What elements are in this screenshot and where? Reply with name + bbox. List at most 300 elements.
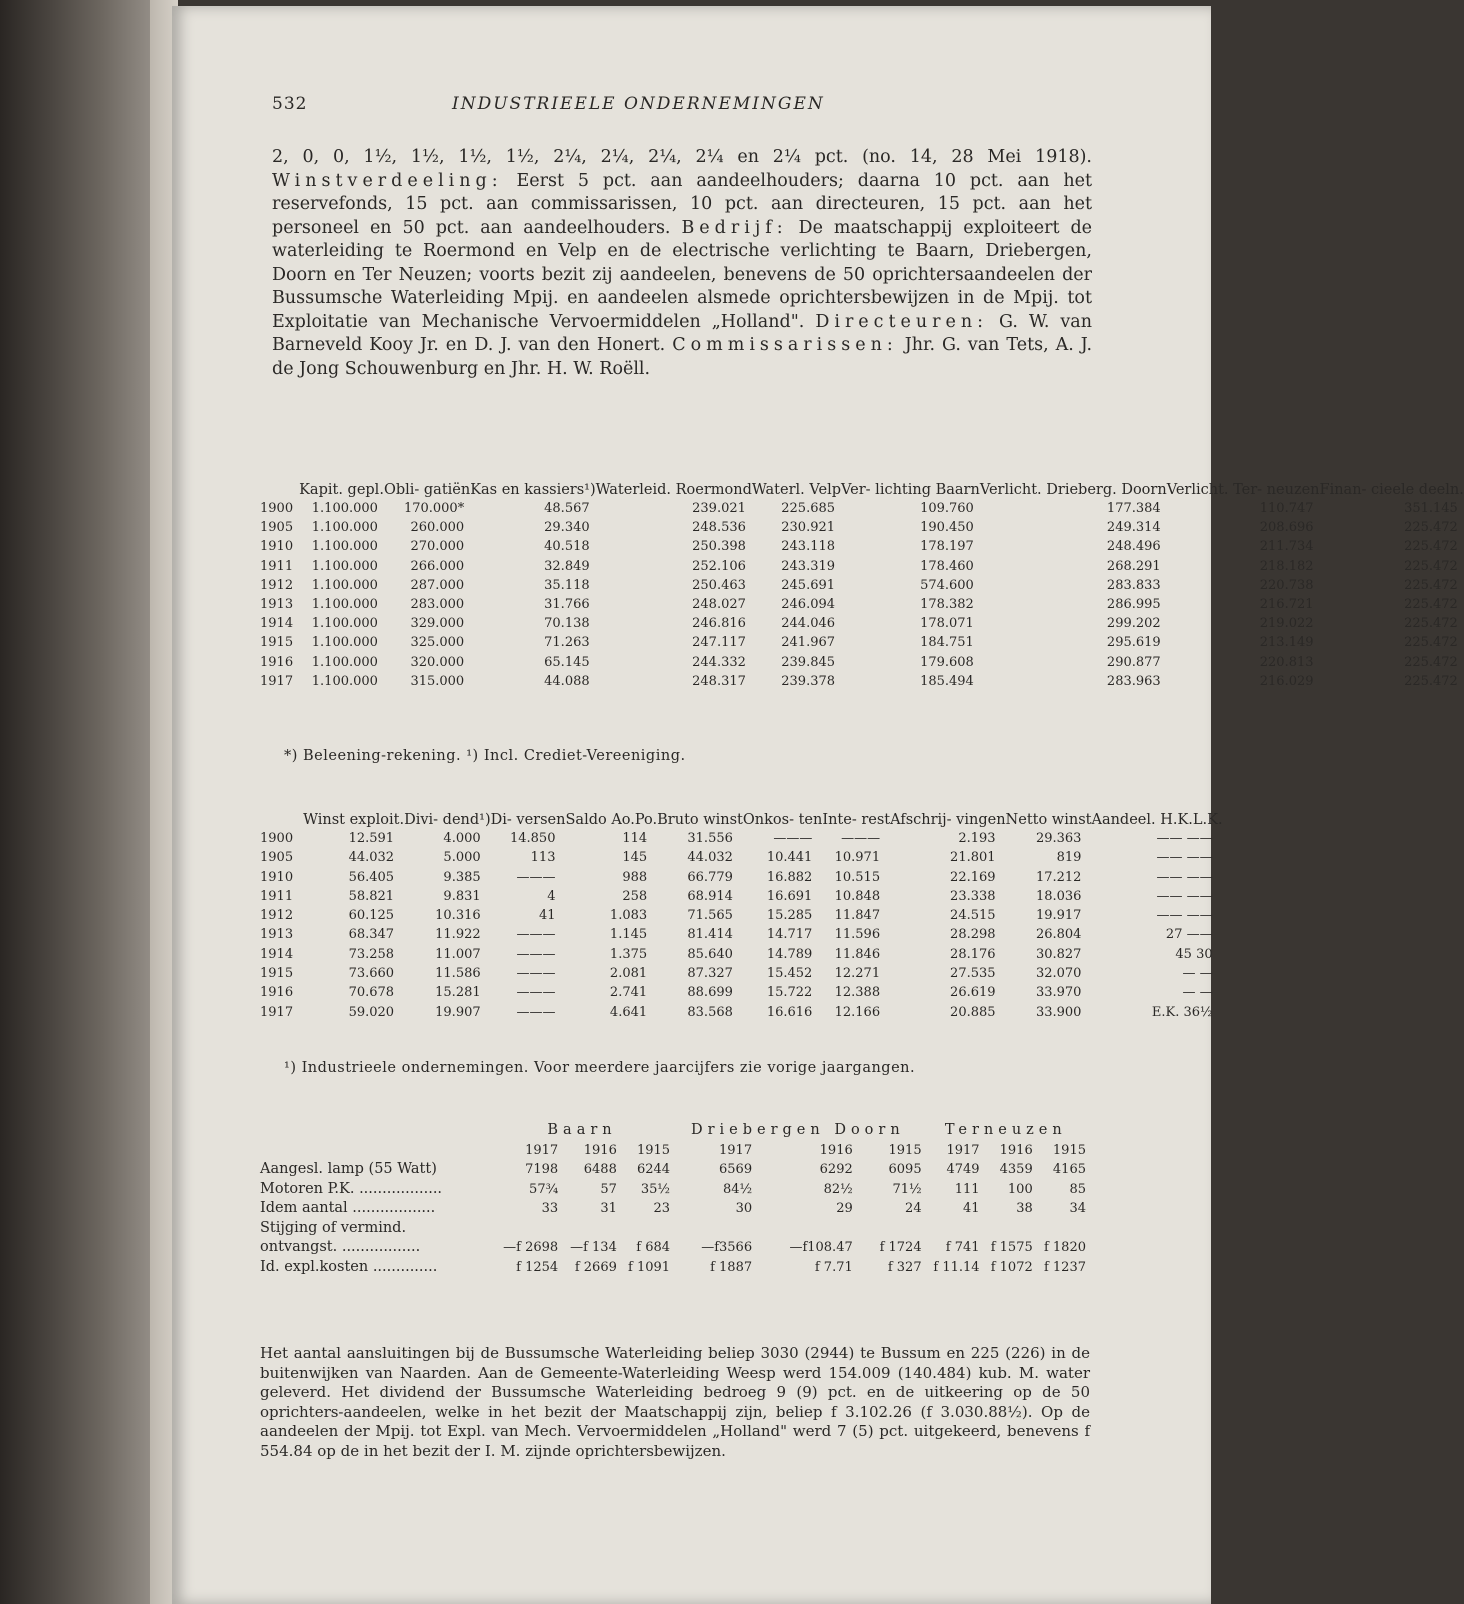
table-cell: f 1072 [990, 1259, 1033, 1275]
column-header: Divi- dend¹) [404, 812, 491, 828]
year-cell: 1911 [260, 888, 294, 904]
table-cell: —— —— [1156, 850, 1213, 866]
table-cell: —f 134 [570, 1240, 617, 1255]
table-cell: 30 [735, 1201, 753, 1216]
table-cell: 243.118 [781, 539, 836, 555]
table-cell: 18.036 [1035, 888, 1082, 904]
table-cell: 85 [1069, 1181, 1086, 1197]
table-cell: 239.021 [692, 501, 746, 516]
column-header: Kapit. gepl. [299, 482, 384, 498]
table-cell: f 1575 [990, 1240, 1033, 1255]
table-cell: 14.850 [509, 831, 556, 846]
table-cell: 12.271 [834, 966, 881, 982]
table-cell: —f 2698 [503, 1240, 559, 1255]
table-cell [857, 1219, 926, 1239]
table-cell: 9.385 [443, 869, 481, 885]
table-cell: 299.202 [1106, 616, 1161, 632]
table-cell: 1.100.000 [311, 597, 378, 613]
year-header: 1917 [946, 1142, 980, 1158]
table-cell: 250.398 [692, 539, 746, 555]
table-cell: —— —— [1156, 831, 1213, 846]
table-row [260, 983, 1223, 1002]
table-cell: 70.678 [348, 985, 395, 1001]
group-terneuzen: Terneuzen [944, 1122, 1067, 1138]
table-cell: 1.100.000 [311, 539, 378, 555]
table-cell: 84½ [722, 1181, 753, 1197]
text-segment: 2, 0, 0, 1½, 1½, 1½, 1½, 2¼, 2¼, 2¼, 2¼ en 2¼ pct. (no. 14, 28 Mei 1918). [272, 147, 1092, 167]
table-header-row [260, 811, 1223, 829]
table-cell: 246.816 [692, 616, 746, 632]
table-cell: 4.641 [609, 1004, 648, 1020]
table-cell: 218.182 [1259, 558, 1314, 574]
year-header-row [260, 1141, 1090, 1161]
table-cell: 1.100.000 [311, 616, 378, 632]
table-cell: 10.441 [766, 850, 813, 866]
table-row [260, 653, 1464, 672]
table-row [260, 537, 1464, 556]
table-cell: —— —— [1156, 908, 1213, 924]
column-header: Aandeel. H.K.L.K. [1091, 812, 1223, 828]
text-segment: G. W. van Barneveld Kooy Jr. en D. J. van den Honert. [272, 311, 1092, 355]
table-cell: 10.848 [834, 888, 881, 904]
table-cell: 225.472 [1404, 635, 1458, 651]
table-cell: 266.000 [410, 558, 465, 574]
table-cell: 988 [622, 869, 648, 885]
table-cell: 11.007 [435, 946, 481, 962]
year-cell: 1917 [260, 1004, 294, 1020]
table-row [260, 1003, 1223, 1022]
closing-paragraph [260, 1344, 1090, 1461]
table-cell: 35½ [640, 1181, 671, 1197]
year-cell: 1900 [260, 831, 294, 846]
year-header: 1917 [525, 1142, 559, 1158]
table-cell [621, 1219, 674, 1239]
table-cell: 33.970 [1035, 985, 1082, 1001]
table-cell: 574.600 [920, 577, 974, 593]
table-cell: 1.100.000 [311, 654, 378, 670]
table-cell: 26.804 [1035, 927, 1082, 943]
year-header: 1915 [1052, 1142, 1086, 1158]
table-cell: ——— [516, 966, 556, 982]
table-cell: 208.696 [1259, 520, 1314, 536]
table-cell: 6569 [719, 1162, 753, 1177]
table-cell: 249.314 [1106, 520, 1161, 536]
table-cell: 295.619 [1106, 635, 1161, 651]
group-header-row [260, 1121, 1090, 1141]
profit-table-footnote: ¹) Industrieele ondernemingen. Voor meerdere jaarcijfers zie vorige jaargangen. [284, 1060, 916, 1076]
column-header [260, 811, 303, 829]
book-spine [0, 0, 170, 1604]
table-cell: 6292 [819, 1162, 853, 1177]
table-cell: 57¾ [529, 1181, 559, 1197]
table-cell: f 1091 [628, 1259, 671, 1275]
table-cell: 31 [600, 1201, 617, 1216]
table-cell: 12.388 [834, 985, 881, 1001]
table-row [260, 614, 1464, 633]
column-header: Bruto winst [657, 812, 743, 828]
table-cell: 65.145 [544, 654, 590, 670]
table-cell: 220.813 [1259, 654, 1314, 670]
table-cell: 114 [622, 831, 648, 846]
row-label: Stijging of vermind. [260, 1219, 407, 1236]
section-heading-directeuren: Directeuren: [815, 311, 989, 332]
table-cell: 320.000 [410, 654, 465, 670]
table-cell: 10.515 [834, 869, 881, 885]
table-cell: ——— [516, 1004, 556, 1020]
table-cell: 16.691 [766, 888, 813, 904]
column-header: Afschrij- vingen [890, 812, 1006, 828]
year-cell: 1914 [260, 946, 294, 962]
year-cell: 1910 [260, 539, 294, 555]
table-cell: 44.032 [348, 850, 395, 866]
table-cell: —— —— [1156, 888, 1213, 904]
table-row [260, 964, 1223, 983]
table-cell: 225.472 [1404, 539, 1458, 555]
table-cell: 1.100.000 [311, 577, 378, 593]
table-cell: 45 30 [1175, 946, 1213, 962]
table-cell: 68.914 [687, 888, 733, 904]
year-header: 1916 [819, 1142, 853, 1158]
table-cell: 29.363 [1035, 831, 1082, 846]
table-cell: 2.193 [958, 831, 996, 846]
table-cell: 177.384 [1106, 501, 1161, 516]
table-cell: 246.094 [781, 597, 836, 613]
table-cell: 48.567 [544, 501, 590, 516]
table-cell: 27.535 [950, 966, 996, 982]
table-cell: 248.317 [692, 673, 746, 689]
table-cell: 225.472 [1404, 654, 1458, 670]
text-segment: Jhr. G. van Tets, A. J. de Jong Schouwenburg en Jhr. H. W. Roëll. [272, 335, 1093, 379]
table-cell: 14.789 [766, 946, 813, 962]
table-cell: 1.145 [609, 927, 648, 943]
table-row [260, 576, 1464, 595]
table-cell: 44.088 [544, 673, 590, 689]
table-cell: f 1237 [1043, 1259, 1086, 1275]
table-cell: 73.660 [348, 966, 395, 982]
table-cell: 19.907 [435, 1004, 481, 1020]
table-cell: 71.565 [687, 908, 733, 924]
table-cell: 12.591 [348, 831, 395, 846]
table-cell: 28.176 [950, 946, 996, 962]
row-label: ontvangst. ................. [260, 1239, 421, 1255]
table-row [260, 557, 1464, 576]
table-cell: f 684 [636, 1240, 671, 1255]
year-header: 1917 [719, 1142, 753, 1158]
table-cell: 170.000* [403, 501, 465, 516]
table-cell: 178.071 [920, 616, 974, 632]
table-cell: 56.405 [348, 869, 395, 885]
column-header: Netto winst [1005, 812, 1092, 828]
year-header: 1915 [636, 1142, 671, 1158]
text-segment: Eerst 5 pct. aan aandeelhouders; daarna 10 pct. aan het reservefonds, 15 pct. aan commissarissen, 10 pct. aan directeuren, 15 pct. aan het personeel en 50 pct. aan aandeelhouders. [272, 170, 1092, 238]
balance-table-footnote: *) Beleening-rekening. ¹) Incl. Crediet-Vereeniging. [284, 748, 686, 764]
table-cell: ——— [773, 831, 813, 846]
table-cell: 6488 [583, 1162, 617, 1177]
table-cell: 71½ [892, 1181, 922, 1197]
table-cell: 33 [541, 1201, 559, 1216]
table-cell: f 2669 [574, 1259, 617, 1275]
table-cell: 24.515 [950, 908, 996, 924]
table-cell: 87.327 [687, 966, 733, 982]
year-cell: 1912 [260, 577, 294, 593]
table-cell: f 1820 [1043, 1240, 1086, 1255]
table-cell: 22.169 [950, 869, 996, 885]
table-cell: 213.149 [1259, 635, 1314, 651]
year-header: 1916 [999, 1142, 1033, 1158]
table-cell: 6095 [888, 1162, 922, 1177]
table-cell: 111 [954, 1181, 980, 1197]
profit-table [260, 811, 1223, 1022]
table-cell: 70.138 [544, 616, 590, 632]
table-cell: 225.472 [1404, 577, 1458, 593]
table-cell: 19.917 [1035, 908, 1082, 924]
table-cell: 248.496 [1106, 539, 1161, 555]
year-header: 1916 [583, 1142, 617, 1158]
section-heading-commissarissen: Commissarissen: [672, 335, 898, 355]
column-header: Verlicht. Ter- neuzen [1166, 482, 1320, 498]
table-cell: 329.000 [410, 616, 465, 632]
table-cell: 216.029 [1259, 673, 1314, 689]
table-cell: 57 [600, 1181, 617, 1197]
table-cell: —f3566 [701, 1240, 753, 1255]
table-cell: 88.699 [687, 985, 733, 1001]
table-cell: 179.608 [920, 654, 974, 670]
table-cell: 1.100.000 [311, 520, 378, 536]
table-cell: 29 [836, 1201, 853, 1216]
column-header: Winst exploit. [303, 812, 405, 828]
table-cell: 351.145 [1404, 501, 1458, 516]
table-cell: 16.882 [766, 869, 813, 885]
column-header: Saldo Ao.Po. [565, 812, 658, 828]
table-cell [756, 1219, 857, 1239]
table-cell: 10.971 [834, 850, 881, 866]
column-header: Waterl. Velp [751, 482, 842, 498]
table-cell: 244.046 [781, 616, 836, 632]
table-cell: 1.083 [609, 908, 648, 924]
table-cell: 185.494 [920, 673, 974, 689]
table-cell: 2.741 [609, 985, 648, 1001]
table-cell [494, 1219, 562, 1239]
year-cell: 1910 [260, 869, 294, 885]
table-cell: 21.801 [950, 850, 996, 866]
table-cell [562, 1219, 621, 1239]
table-cell: 225.685 [781, 501, 836, 516]
table-cell: 1.100.000 [311, 635, 378, 651]
table-cell: 252.106 [692, 558, 746, 574]
table-cell: 4359 [999, 1162, 1033, 1177]
table-header-row [260, 481, 1464, 499]
table-row [260, 829, 1223, 848]
year-cell: 1916 [260, 985, 294, 1001]
table-cell: 283.963 [1106, 673, 1161, 689]
table-cell: 33.900 [1035, 1004, 1082, 1020]
table-cell: 23.338 [950, 888, 996, 904]
table-cell: 31.556 [687, 831, 733, 846]
year-cell: 1917 [260, 673, 294, 689]
table-cell [984, 1219, 1037, 1239]
table-cell: 15.285 [766, 908, 813, 924]
table-row [260, 1238, 1090, 1258]
table-cell: 109.760 [920, 501, 974, 516]
year-cell: 1905 [260, 520, 294, 536]
table-cell: 32.849 [544, 558, 590, 574]
table-row [260, 633, 1464, 652]
row-label: Aangesl. lamp (55 Watt) [260, 1161, 437, 1177]
table-cell: 16.616 [766, 1004, 813, 1020]
table-cell: 26.619 [950, 985, 996, 1001]
year-cell: 1914 [260, 616, 294, 632]
table-row [260, 925, 1223, 944]
table-cell: 30.827 [1035, 946, 1082, 962]
table-cell: 1.100.000 [311, 501, 378, 516]
column-header: Di- versen [490, 812, 566, 828]
year-cell: 1915 [260, 635, 294, 651]
table-cell: f 1887 [710, 1259, 753, 1275]
table-cell: f 1724 [879, 1240, 922, 1255]
column-header: Obli- gatiën [383, 482, 471, 498]
table-cell: 66.779 [687, 869, 733, 885]
table-cell: 110.747 [1259, 501, 1314, 516]
table-row [260, 868, 1223, 887]
table-cell: 244.332 [692, 654, 746, 670]
text-segment: De maatschappij exploiteert de waterleiding te Roermond en Velp en de electrische verlichting te Baarn, Driebergen, Doorn en Ter Neuzen; voorts bezit zij aandeelen, benevens de 50 oprichtersaandeelen der Bussumsche Waterleiding Mpij. en aandeelen alsmede oprichtersbewijzen in de Mpij. tot Exploitatie van Mechanische Vervoermiddelen „Holland". [272, 217, 1092, 332]
table-cell: 225.472 [1404, 616, 1458, 632]
section-heading-bedrijf: Bedrijf: [681, 217, 788, 238]
table-cell: 315.000 [410, 673, 465, 689]
table-cell: 113 [530, 850, 556, 866]
table-cell: 1.100.000 [311, 558, 378, 574]
table-cell: 41 [963, 1201, 980, 1216]
table-cell: 11.586 [435, 966, 481, 982]
table-cell: 6244 [636, 1162, 671, 1177]
table-cell: 230.921 [781, 520, 836, 536]
year-cell: 1916 [260, 654, 294, 670]
table-cell: 250.463 [692, 577, 746, 593]
column-header: Inte- rest [822, 812, 891, 828]
table-cell: 225.472 [1404, 558, 1458, 574]
table-cell: 32.070 [1035, 966, 1082, 982]
table-cell: f 11.14 [933, 1259, 980, 1275]
table-cell: 34 [1069, 1201, 1086, 1216]
column-header: Onkos- ten [742, 812, 823, 828]
table-cell: 1.100.000 [311, 673, 378, 689]
year-cell: 1900 [260, 501, 294, 516]
table-row [260, 518, 1464, 537]
table-cell: 29.340 [544, 520, 590, 536]
table-cell: 241.967 [781, 635, 836, 651]
table-cell: 17.212 [1035, 869, 1082, 885]
row-label: Idem aantal .................. [260, 1200, 436, 1216]
table-cell: 40.518 [544, 539, 590, 555]
table-cell: 9.831 [443, 888, 481, 904]
table-cell: 239.845 [781, 654, 836, 670]
table-row [260, 945, 1223, 964]
table-cell: 58.821 [348, 888, 395, 904]
table-cell: f 7.71 [814, 1259, 853, 1275]
table-cell: ——— [516, 927, 556, 943]
table-row [260, 848, 1223, 867]
table-cell: ——— [516, 946, 556, 962]
table-cell: 11.596 [834, 927, 881, 943]
table-cell [1037, 1219, 1090, 1239]
table-cell: 81.414 [687, 927, 733, 943]
table-cell: 24 [905, 1201, 922, 1216]
group-baarn: Baarn [547, 1122, 617, 1138]
table-cell: 82½ [823, 1181, 853, 1197]
table-cell: 73.258 [348, 946, 395, 962]
table-cell: 28.298 [950, 927, 996, 943]
table-cell: 268.291 [1106, 558, 1161, 574]
table-cell: 59.020 [348, 1004, 395, 1020]
table-cell: —— —— [1156, 869, 1213, 885]
company-description [272, 146, 1092, 381]
table-cell: 178.197 [920, 539, 974, 555]
table-row [260, 1258, 1090, 1278]
year-header: 1915 [888, 1142, 922, 1158]
table-cell: 11.922 [435, 927, 481, 943]
table-cell: 325.000 [410, 635, 465, 651]
table-cell: 85.640 [687, 946, 733, 962]
book-page [172, 6, 1464, 1604]
table-cell: 248.027 [692, 597, 746, 613]
table-cell: 4165 [1052, 1162, 1086, 1177]
table-cell: 145 [622, 850, 648, 866]
table-cell: 38 [1016, 1201, 1033, 1216]
table-row [260, 887, 1223, 906]
table-cell: 239.378 [781, 673, 836, 689]
table-cell: 219.022 [1259, 616, 1314, 632]
table-cell: 286.995 [1106, 597, 1161, 613]
table-cell: 4.000 [443, 831, 481, 846]
table-cell: 184.751 [920, 635, 974, 651]
table-cell: 11.847 [834, 908, 881, 924]
table-cell: —f108.47 [789, 1240, 853, 1255]
table-cell: 15.452 [766, 966, 813, 982]
table-row [260, 672, 1464, 691]
electricity-table [260, 1121, 1090, 1277]
table-cell: 258 [622, 888, 648, 904]
table-cell: ——— [841, 831, 881, 846]
table-cell: ——— [516, 869, 556, 885]
table-cell: f 327 [887, 1259, 922, 1275]
column-header: Waterleid. Roermond [595, 482, 752, 498]
year-cell: 1915 [260, 966, 294, 982]
table-row [260, 1180, 1090, 1200]
row-label: Motoren P.K. .................. [260, 1180, 443, 1197]
table-cell: 35.118 [544, 577, 590, 593]
year-cell: 1905 [260, 850, 294, 866]
table-cell: 20.885 [950, 1004, 996, 1020]
table-cell: 2.081 [609, 966, 648, 982]
table-cell: 225.472 [1404, 597, 1458, 613]
table-row [260, 906, 1223, 925]
table-row [260, 1219, 1090, 1239]
table-cell: E.K. 36½ [1151, 1004, 1213, 1020]
table-cell: — — [1182, 966, 1213, 982]
table-cell: 7198 [525, 1162, 559, 1177]
table-cell: 4 [547, 888, 556, 904]
table-cell: 41 [538, 908, 556, 924]
table-cell [674, 1219, 756, 1239]
table-row [260, 1199, 1090, 1219]
group-driebergen-doorn: Driebergen Doorn [690, 1122, 905, 1138]
year-cell: 1912 [260, 908, 294, 924]
column-header: Ver- lichting Baarn [841, 482, 980, 498]
table-cell: 225.472 [1404, 673, 1458, 689]
table-row [260, 499, 1464, 518]
table-cell: 211.734 [1259, 539, 1314, 555]
table-cell: 83.568 [687, 1004, 733, 1020]
